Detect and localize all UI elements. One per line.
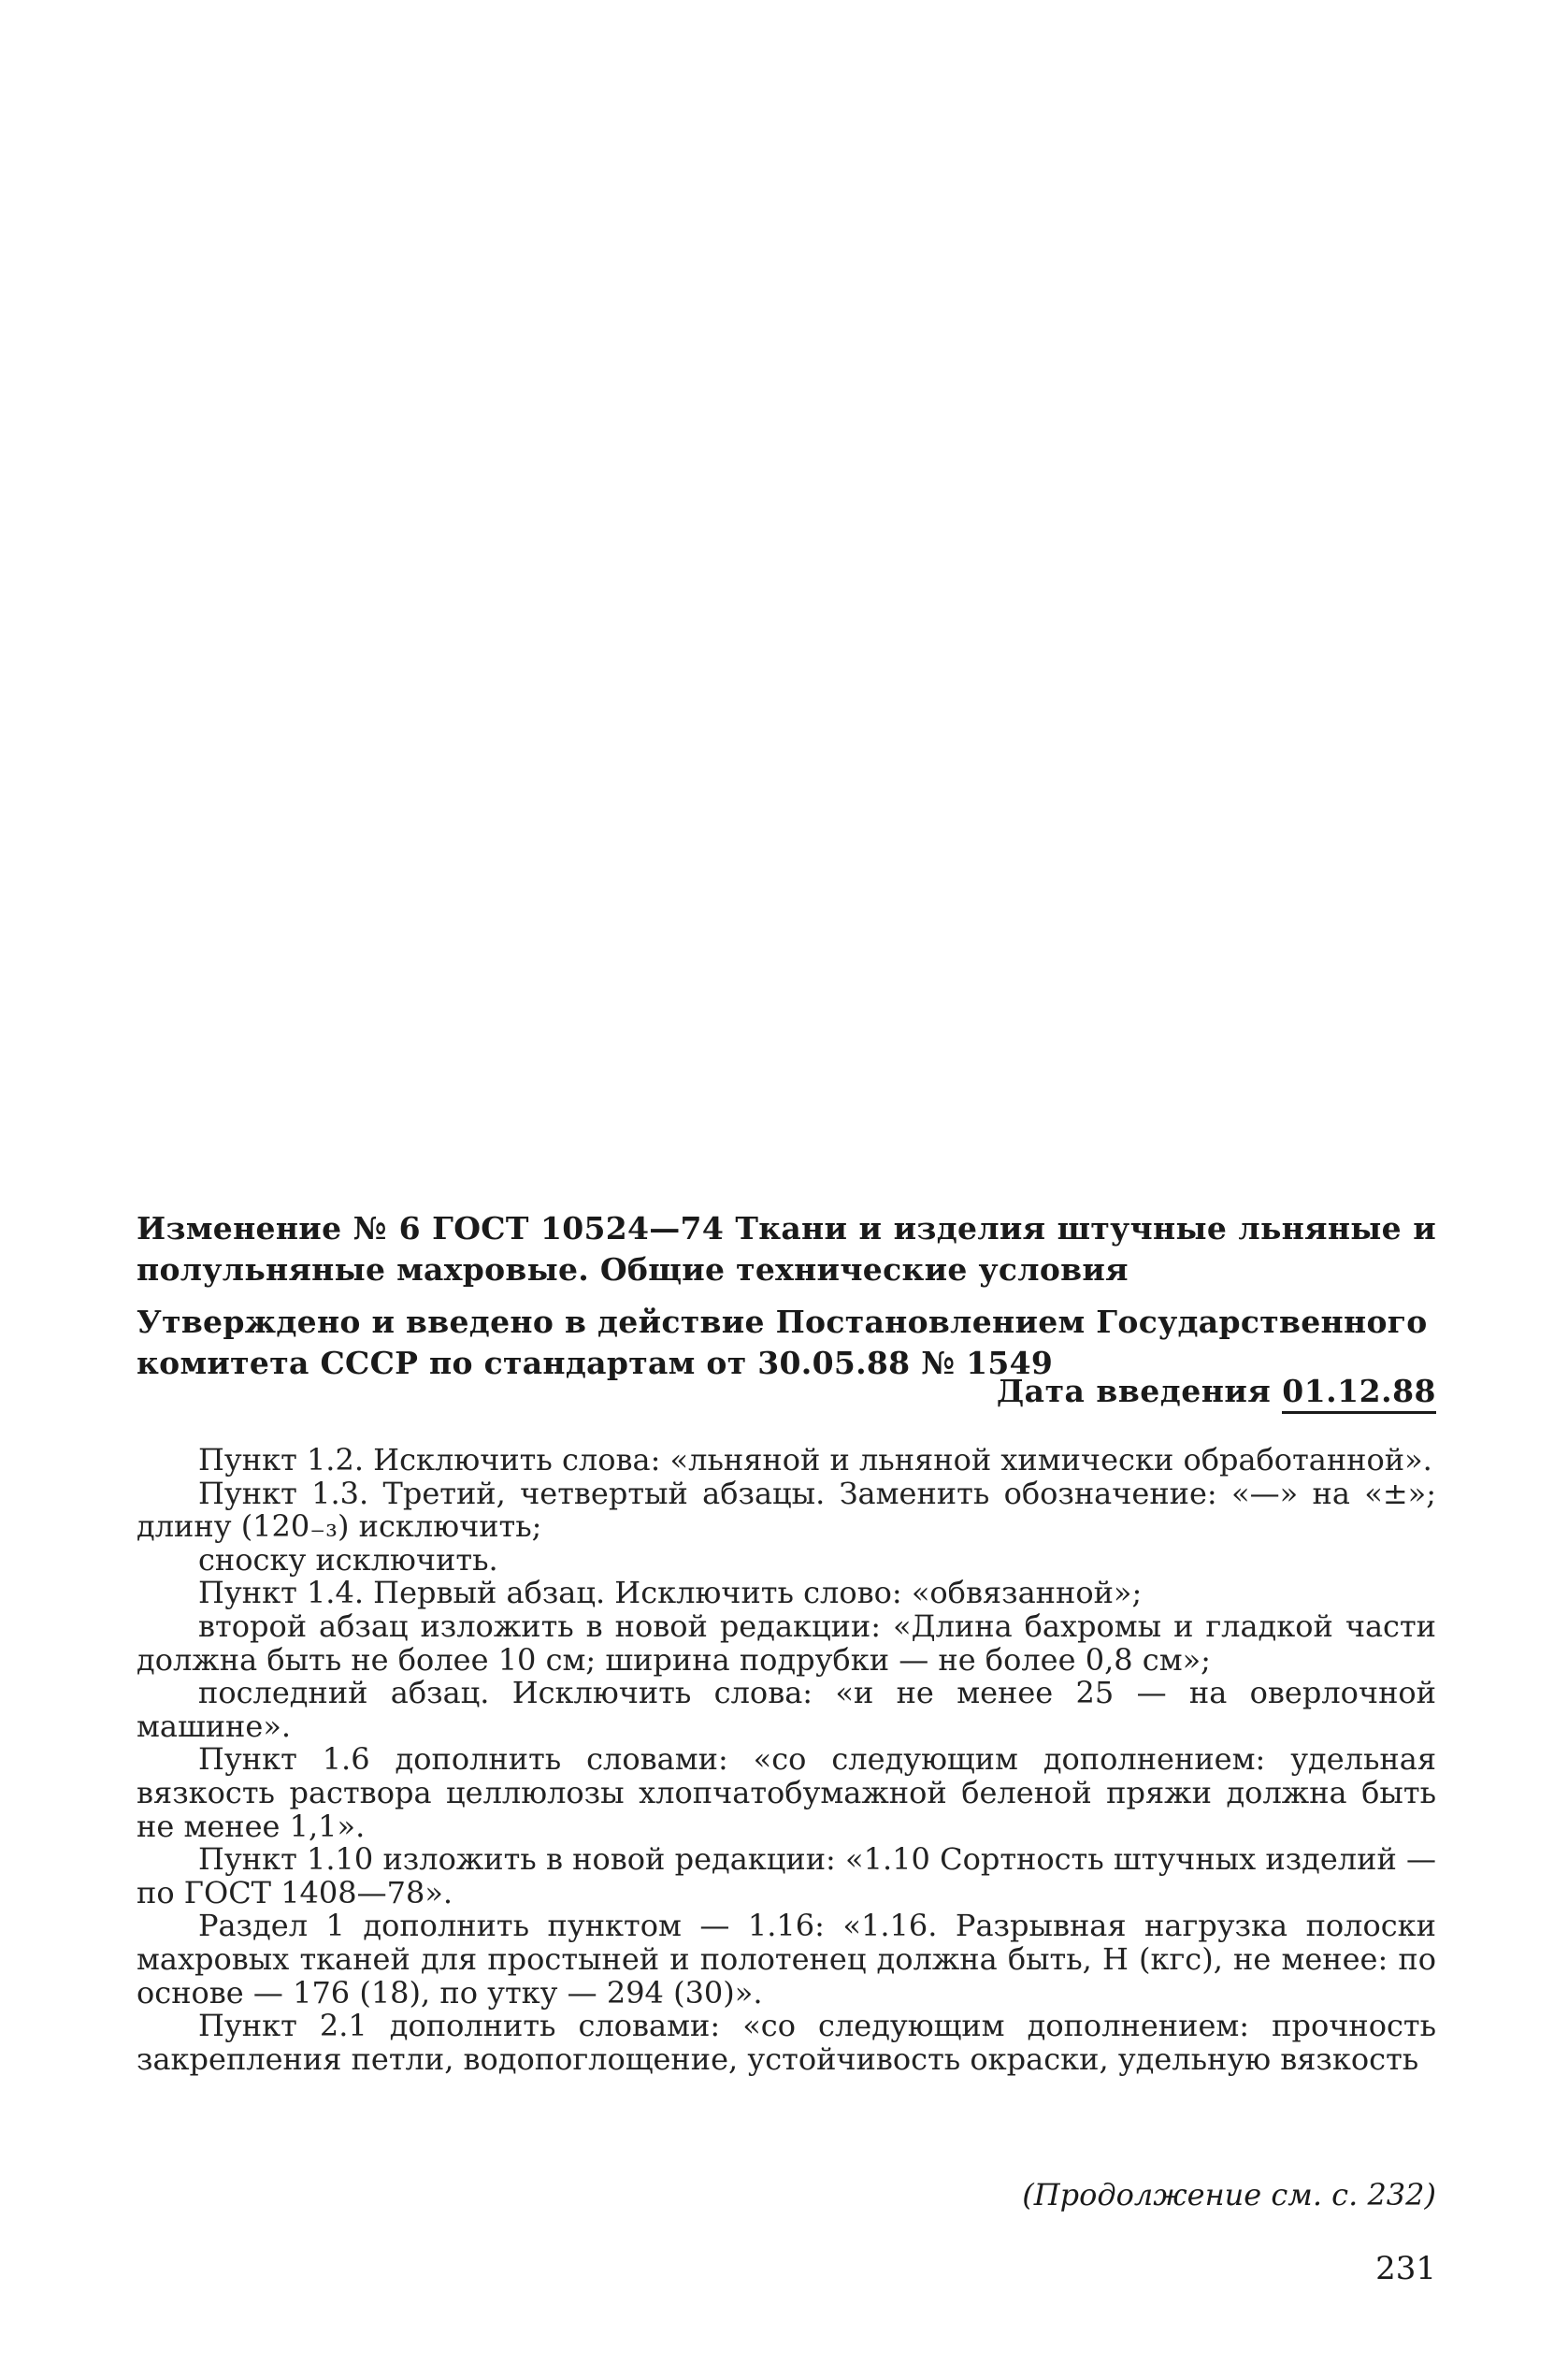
paragraph: последний абзац. Исключить слова: «и не менее 25 — на оверлочной машине». [137,1675,1436,1744]
continuation-note: (Продолжение см. с. 232) [1022,2177,1436,2213]
paragraph: Пункт 1.3. Третий, четвертый абзацы. Заменить обозначение: «—» на «±»; длину (120₋₃) исключить; [137,1475,1436,1545]
paragraph: второй абзац изложить в новой редакции: «Длина бахромы и гладкой части должна быть не более 10 см; ширина подрубки — не более 0,8 см»; [137,1607,1436,1678]
effective-date-value: 01.12.88 [1282,1373,1436,1414]
paragraph: сноску исключить. [198,1541,498,1578]
approval-statement: Утверждено и введено в действие Постановлением Государственного комитета СССР по стандартам от 30.05.88 № 1549 [137,1304,1428,1381]
paragraph: Раздел 1 дополнить пунктом — 1.16: «1.16. Разрывная нагрузка полоски махровых тканей для простыней и полотенец должна быть, Н (кгс), не менее: по основе — 176 (18), по утку — 294 (30)». [137,1908,1436,2011]
paragraph: Пункт 1.4. Первый абзац. Исключить слово: «обвязанной»; [198,1575,1143,1611]
paragraph: Пункт 1.10 изложить в новой редакции: «1.10 Сортность штучных изделий — по ГОСТ 1408—78». [137,1841,1436,1910]
effective-date-label: Дата введения [996,1373,1272,1409]
paragraph: Пункт 1.6 дополнить словами: «со следующим дополнением: удельная вязкость раствора целлюлозы хлопчатобумажной беленой пряжи должна быть не менее 1,1». [137,1741,1436,1844]
amendment-body [137,1444,1436,2076]
effective-date [997,1371,1436,1412]
paragraph: Пункт 1.2. Исключить слова: «льняной и льняной химически обработанной». [198,1442,1432,1478]
page-number: 231 [1375,2250,1436,2287]
document-title: Изменение № 6 ГОСТ 10524—74 Ткани и изделия штучные льняные и полульняные махровые. Общие технические условия [137,1210,1436,1288]
paragraph: Пункт 2.1 дополнить словами: «со следующим дополнением: прочность закрепления петли, водопоглощение, устойчивость окраски, удельную вязкость [137,2008,1436,2077]
